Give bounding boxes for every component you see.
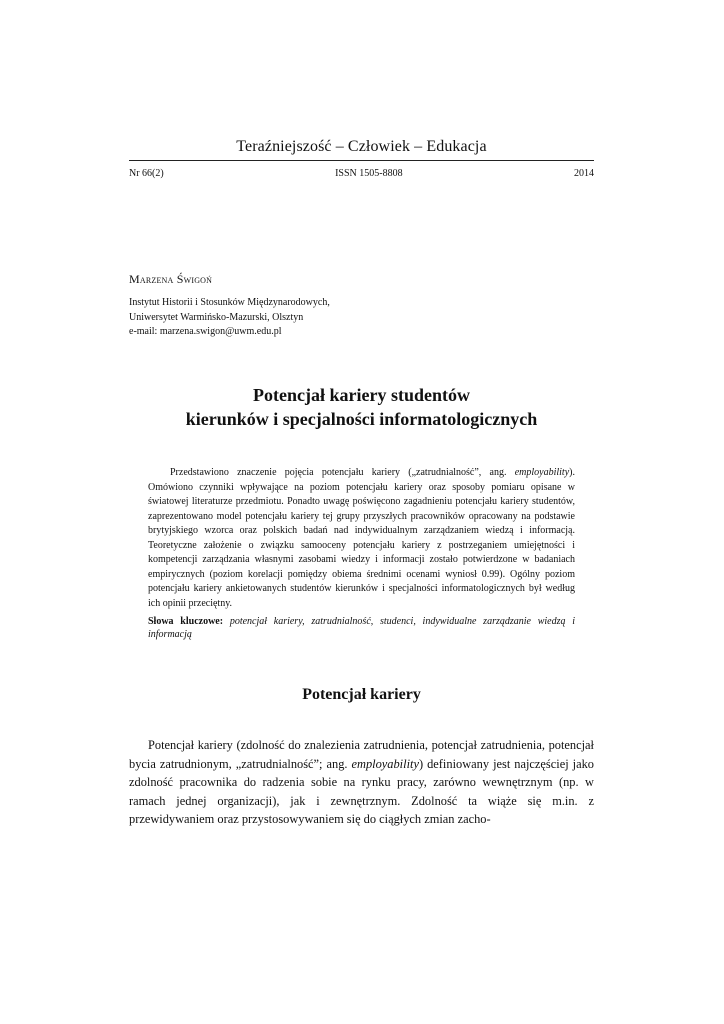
body-part-2: ) definiowany jest najczęściej jako zdolność pracownika do radzenia sobie na rynku pracy, zarówno wewnętrznym (np. w ramach jednej organizacji), jak i zewnętrznym. Zdolność ta wiąże się m.in. z przewidywaniem oraz przystosowywaniem się do ciągłych zmian zacho- <box>129 756 594 826</box>
body-term: employability <box>351 756 419 771</box>
abstract <box>148 466 575 611</box>
keywords-label: Słowa kluczowe: <box>148 616 224 627</box>
article-title-line-1: Potencjał kariery studentów <box>253 385 470 405</box>
journal-title: Teraźniejszość – Człowiek – Edukacja <box>236 138 487 155</box>
affiliation-line-2: Uniwersytet Warmińsko-Mazurski, Olsztyn <box>129 311 304 323</box>
issue-year: 2014 <box>573 168 594 179</box>
abstract-paragraph <box>148 466 575 611</box>
section-heading: Potencjał kariery <box>302 686 421 703</box>
affiliation-line-1: Instytut Historii i Stosunków Międzynarodowych, <box>129 297 330 308</box>
author-email: e-mail: marzena.swigon@uwm.edu.pl <box>129 326 282 337</box>
abstract-part-2: ). Omówiono czynniki wpływające na poziom potencjału kariery oraz sposoby pomiaru opisane w światowej literaturze przedmiotu. Ponadto uwagę poświęcono zagadnieniu potencjału kariery studentów, zaprezentowano model potencjału kariery tej grupy przyszłych pracowników opracowany na podstawie brytyjskiego wzorca oraz polskich badań nad indywidualnym zarządzaniem wiedzą i informacją. Teoretyczne założenie o związku samooceny potencjału kariery z postrzeganiem umiejętności i kompetencji zarządzania własnymi zasobami wiedzy i informacji zostało potwierdzone w badaniach empirycznych (poziom korelacji pomiędzy obiema średnimi ocenami wyniosł 0.99). Ogólny poziom potencjału kariery ankietowanych studentów kierunków i specjalności informatologicznych był według ich opinii przeciętny. <box>148 467 575 609</box>
issue-number: Nr 66(2) <box>129 168 164 179</box>
body-part-1: Potencjał kariery (zdolność do znalezienia zatrudnienia, potencjał zatrudnienia, potencjał bycia zatrudnionym, „zatrudnialność”; ang. <box>129 738 594 771</box>
author-name: Marzena Świgoń <box>129 272 213 286</box>
article-title <box>129 383 594 431</box>
abstract-term: employability <box>514 467 570 478</box>
issn: ISSN 1505-8808 <box>335 168 403 179</box>
author-affiliation <box>129 296 330 340</box>
keywords <box>148 615 575 641</box>
abstract-part-1: Przedstawiono znaczenie pojęcia potencjału kariery („zatrudnialność”, ang. <box>170 467 515 478</box>
header-rule <box>129 160 594 161</box>
keywords-list: potencjał kariery, zatrudnialność, studenci, indywidualne zarządzanie wiedzą i informacją <box>148 616 575 640</box>
body-paragraph <box>129 736 594 829</box>
article-title-line-2: kierunków i specjalności informatologicznych <box>185 409 538 429</box>
body-text <box>129 736 594 829</box>
issue-meta-row <box>129 168 594 179</box>
